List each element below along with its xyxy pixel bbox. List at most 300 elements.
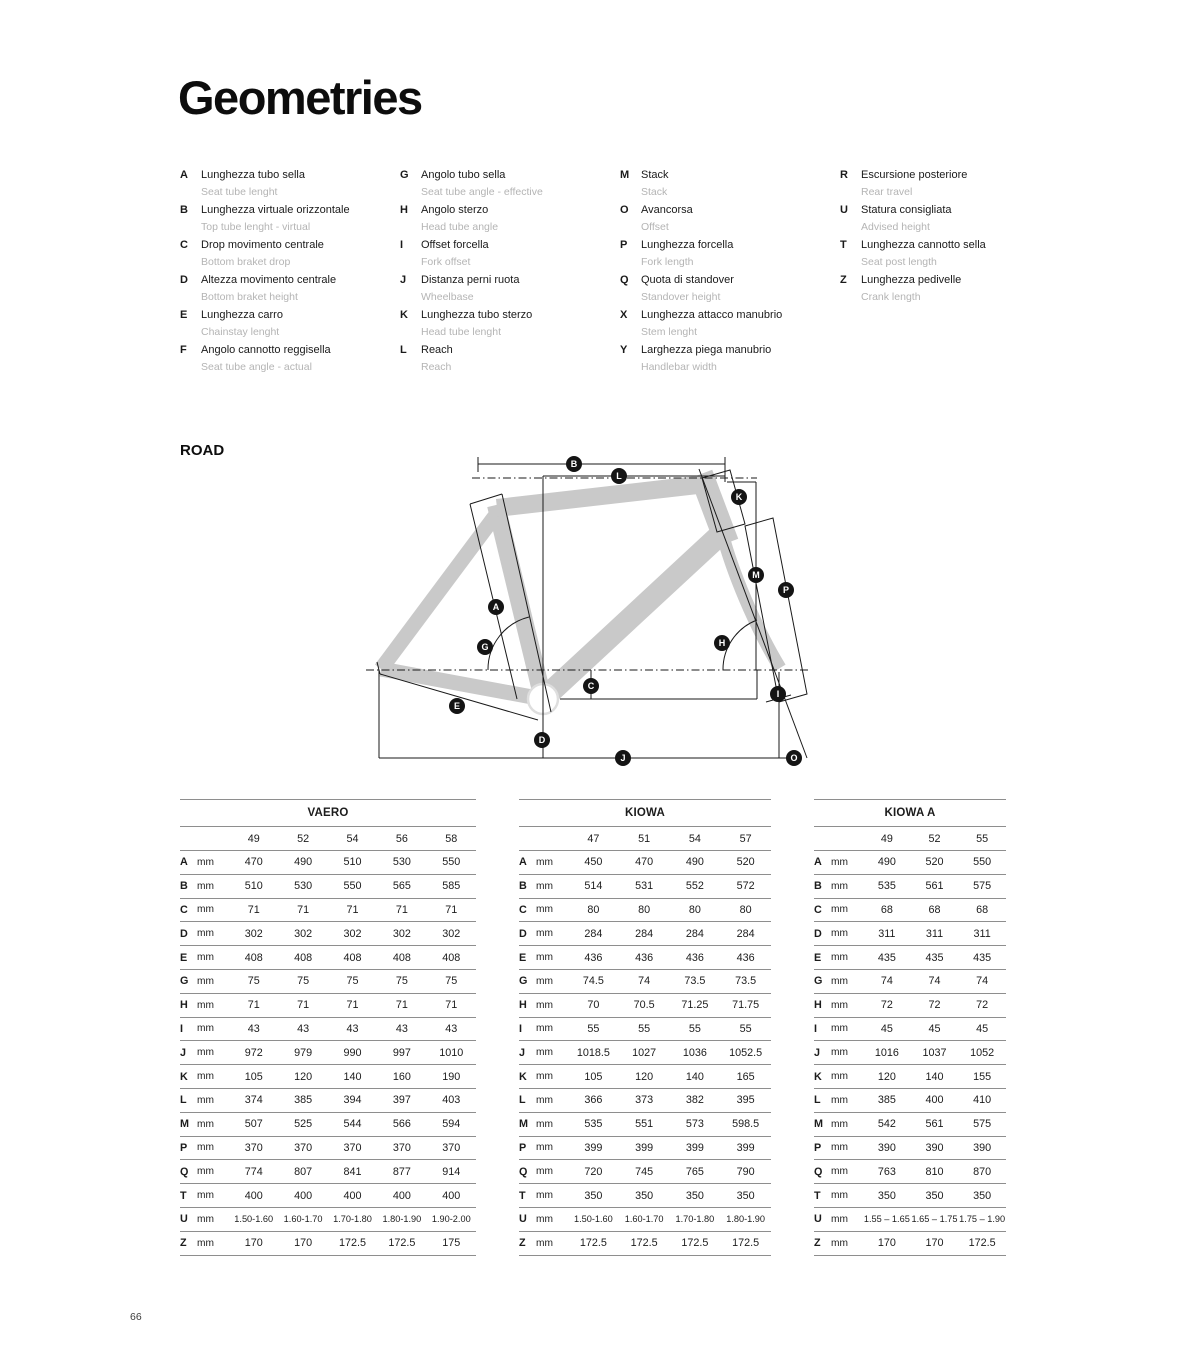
empty-cell (536, 827, 568, 851)
table-title-row (180, 800, 476, 827)
legend-main-line (180, 342, 400, 359)
legend-item-Q (620, 272, 840, 306)
size-header: 49 (229, 827, 278, 851)
value-cell: 80 (619, 898, 670, 922)
param-unit: mm (536, 1136, 568, 1160)
value-cell: 403 (427, 1088, 476, 1112)
value-cell: 170 (911, 1231, 959, 1255)
table-row-K (814, 1065, 1006, 1089)
diagram-label-text-G: G (481, 642, 489, 653)
table-row-U (519, 1207, 771, 1231)
value-cell: 1.60-1.70 (619, 1207, 670, 1231)
value-cell: 408 (229, 946, 278, 970)
param-unit: mm (831, 1112, 863, 1136)
table-row-B (814, 874, 1006, 898)
value-cell: 507 (229, 1112, 278, 1136)
value-cell: 105 (568, 1065, 619, 1089)
value-cell: 914 (427, 1160, 476, 1184)
table-sizes-row (814, 827, 1006, 851)
value-cell: 399 (720, 1136, 771, 1160)
value-cell: 170 (229, 1231, 278, 1255)
table-row-H (519, 993, 771, 1017)
table-row-E (814, 946, 1006, 970)
value-cell: 877 (377, 1160, 426, 1184)
param-letter: P (519, 1136, 536, 1160)
table-row-Z (814, 1231, 1006, 1255)
value-cell: 399 (619, 1136, 670, 1160)
value-cell: 302 (328, 922, 377, 946)
param-unit: mm (197, 1207, 229, 1231)
empty-cell (831, 827, 863, 851)
legend-label-english: Seat tube angle - actual (201, 361, 312, 373)
value-cell: 284 (619, 922, 670, 946)
value-cell: 55 (670, 1017, 721, 1041)
value-cell: 284 (720, 922, 771, 946)
param-unit: mm (536, 898, 568, 922)
table-row-A (180, 851, 476, 875)
value-cell: 435 (863, 946, 911, 970)
table-row-I (180, 1017, 476, 1041)
value-cell: 1.70-1.80 (328, 1207, 377, 1231)
value-cell: 1052 (958, 1041, 1006, 1065)
legend-letter: C (180, 239, 188, 251)
value-cell: 43 (278, 1017, 327, 1041)
legend-letter: L (400, 344, 407, 356)
legend-item-U (840, 202, 1060, 236)
empty-cell (197, 827, 229, 851)
value-cell: 1037 (911, 1041, 959, 1065)
param-unit: mm (197, 1017, 229, 1041)
legend-item-T (840, 237, 1060, 271)
param-unit: mm (197, 969, 229, 993)
value-cell: 542 (863, 1112, 911, 1136)
table-row-J (180, 1041, 476, 1065)
value-cell: 373 (619, 1088, 670, 1112)
value-cell: 72 (911, 993, 959, 1017)
table-row-G (519, 969, 771, 993)
value-cell: 71 (427, 993, 476, 1017)
param-unit: mm (197, 874, 229, 898)
value-cell: 43 (377, 1017, 426, 1041)
legend-main-line (180, 202, 400, 219)
param-unit: mm (831, 1184, 863, 1208)
legend-label-english: Seat tube lenght (201, 186, 278, 198)
param-unit: mm (536, 946, 568, 970)
value-cell: 370 (427, 1136, 476, 1160)
param-unit: mm (536, 874, 568, 898)
table-row-E (180, 946, 476, 970)
legend-main-line (840, 202, 1060, 219)
value-cell: 284 (670, 922, 721, 946)
value-cell: 400 (377, 1184, 426, 1208)
table-row-A (814, 851, 1006, 875)
table-row-P (814, 1136, 1006, 1160)
value-cell: 520 (720, 851, 771, 875)
legend-label-italian: Distanza perni ruota (421, 274, 520, 286)
param-letter: G (814, 969, 831, 993)
diagram-label-text-L: L (616, 471, 622, 482)
legend-label-italian: Larghezza piega manubrio (641, 344, 772, 356)
value-cell: 400 (278, 1184, 327, 1208)
geometry-table-kiowa (519, 799, 771, 1256)
value-cell: 594 (427, 1112, 476, 1136)
value-cell: 370 (278, 1136, 327, 1160)
legend-label-english: Wheelbase (421, 291, 474, 303)
size-header: 52 (911, 827, 959, 851)
value-cell: 71.75 (720, 993, 771, 1017)
table-row-H (814, 993, 1006, 1017)
legend-label-english: Advised height (861, 221, 930, 233)
legend-main-line (180, 167, 400, 184)
param-unit: mm (831, 1207, 863, 1231)
value-cell: 311 (958, 922, 1006, 946)
legend-main-line (400, 237, 620, 254)
value-cell: 1.70-1.80 (670, 1207, 721, 1231)
param-unit: mm (831, 1017, 863, 1041)
size-header: 56 (377, 827, 426, 851)
value-cell: 140 (911, 1065, 959, 1089)
legend-letter: Q (620, 274, 629, 286)
value-cell: 763 (863, 1160, 911, 1184)
legend-label-english: Seat tube angle - effective (421, 186, 543, 198)
frame-outline (381, 474, 780, 714)
legend-main-line (400, 272, 620, 289)
legend-main-line (400, 167, 620, 184)
legend-label-english: Standover height (641, 291, 721, 303)
table-sizes-row (519, 827, 771, 851)
table-title: KIOWA (519, 800, 771, 827)
legend-label-italian: Angolo cannotto reggisella (201, 344, 331, 356)
table-row-Z (519, 1231, 771, 1255)
value-cell: 470 (619, 851, 670, 875)
param-letter: D (519, 922, 536, 946)
param-unit: mm (536, 1017, 568, 1041)
value-cell: 552 (670, 874, 721, 898)
value-cell: 350 (670, 1184, 721, 1208)
legend-main-line (620, 342, 840, 359)
value-cell: 120 (619, 1065, 670, 1089)
param-unit: mm (831, 1088, 863, 1112)
value-cell: 75 (328, 969, 377, 993)
legend-label-english: Offset (641, 221, 669, 233)
legend-item-P (620, 237, 840, 271)
param-letter: Q (180, 1160, 197, 1184)
value-cell: 70.5 (619, 993, 670, 1017)
value-cell: 1.90-2.00 (427, 1207, 476, 1231)
param-unit: mm (831, 946, 863, 970)
param-letter: E (180, 946, 197, 970)
table-row-D (180, 922, 476, 946)
legend-label-italian: Angolo tubo sella (421, 169, 506, 181)
legend-item-I (400, 237, 620, 271)
param-letter: K (180, 1065, 197, 1089)
value-cell: 190 (427, 1065, 476, 1089)
legend-letter: E (180, 309, 188, 321)
table-row-J (519, 1041, 771, 1065)
param-unit: mm (536, 1207, 568, 1231)
value-cell: 165 (720, 1065, 771, 1089)
param-unit: mm (831, 969, 863, 993)
value-cell: 155 (958, 1065, 1006, 1089)
param-letter: L (519, 1088, 536, 1112)
legend-label-english: Fork length (641, 256, 694, 268)
value-cell: 311 (911, 922, 959, 946)
size-header: 51 (619, 827, 670, 851)
table-row-L (180, 1088, 476, 1112)
value-cell: 350 (911, 1184, 959, 1208)
value-cell: 870 (958, 1160, 1006, 1184)
value-cell: 302 (229, 922, 278, 946)
param-letter: U (814, 1207, 831, 1231)
size-header: 57 (720, 827, 771, 851)
value-cell: 68 (958, 898, 1006, 922)
legend-label-italian: Angolo sterzo (421, 204, 489, 216)
table-row-H (180, 993, 476, 1017)
value-cell: 573 (670, 1112, 721, 1136)
value-cell: 566 (377, 1112, 426, 1136)
value-cell: 284 (568, 922, 619, 946)
value-cell: 80 (670, 898, 721, 922)
diagram-label-text-C: C (587, 681, 595, 692)
value-cell: 765 (670, 1160, 721, 1184)
size-header: 47 (568, 827, 619, 851)
value-cell: 1.50-1.60 (568, 1207, 619, 1231)
legend-label-italian: Lunghezza tubo sella (201, 169, 305, 181)
frame-diagram-svg (365, 438, 815, 778)
param-unit: mm (831, 874, 863, 898)
legend-label-english: Fork offset (421, 256, 471, 268)
value-cell: 572 (720, 874, 771, 898)
value-cell: 720 (568, 1160, 619, 1184)
value-cell: 436 (619, 946, 670, 970)
param-letter: M (814, 1112, 831, 1136)
table-title-row (519, 800, 771, 827)
value-cell: 598.5 (720, 1112, 771, 1136)
legend-label-italian: Drop movimento centrale (201, 239, 324, 251)
legend-letter: Y (620, 344, 628, 356)
legend-label-english: Stack (641, 186, 668, 198)
value-cell: 385 (863, 1088, 911, 1112)
legend-letter: H (400, 204, 408, 216)
value-cell: 400 (427, 1184, 476, 1208)
value-cell: 302 (377, 922, 426, 946)
param-letter: K (814, 1065, 831, 1089)
value-cell: 450 (568, 851, 619, 875)
value-cell: 45 (958, 1017, 1006, 1041)
value-cell: 561 (911, 874, 959, 898)
value-cell: 172.5 (670, 1231, 721, 1255)
legend-label-english: Chainstay lenght (201, 326, 280, 338)
table-row-E (519, 946, 771, 970)
param-unit: mm (197, 851, 229, 875)
legend-main-line (840, 237, 1060, 254)
value-cell: 400 (229, 1184, 278, 1208)
table-row-J (814, 1041, 1006, 1065)
value-cell: 395 (720, 1088, 771, 1112)
param-letter: Z (519, 1231, 536, 1255)
value-cell: 585 (427, 874, 476, 898)
legend-label-italian: Stack (641, 169, 669, 181)
legend-label-italian: Offset forcella (421, 239, 489, 251)
value-cell: 1.55 – 1.65 (863, 1207, 911, 1231)
value-cell: 160 (377, 1065, 426, 1089)
param-letter: U (180, 1207, 197, 1231)
legend-letter: O (620, 204, 629, 216)
table-row-C (814, 898, 1006, 922)
legend-column-1 (180, 167, 400, 377)
legend-letter: Z (840, 274, 847, 286)
value-cell: 71 (377, 898, 426, 922)
legend-label-english: Rear travel (861, 186, 913, 198)
legend-item-F (180, 342, 400, 376)
legend-item-D (180, 272, 400, 306)
legend-main-line (620, 167, 840, 184)
legend-item-K (400, 307, 620, 341)
value-cell: 71 (278, 898, 327, 922)
legend (180, 167, 1060, 377)
value-cell: 175 (427, 1231, 476, 1255)
legend-column-4 (840, 167, 1060, 307)
legend-label-english: Reach (421, 361, 452, 373)
table-title: KIOWA A (814, 800, 1006, 827)
value-cell: 382 (670, 1088, 721, 1112)
diagram-label-text-D: D (538, 735, 546, 746)
param-unit: mm (831, 922, 863, 946)
value-cell: 74 (911, 969, 959, 993)
value-cell: 74.5 (568, 969, 619, 993)
value-cell: 350 (568, 1184, 619, 1208)
value-cell: 530 (377, 851, 426, 875)
table-row-D (814, 922, 1006, 946)
legend-letter: A (180, 169, 188, 181)
diagram-label-text-M: M (752, 570, 760, 581)
value-cell: 385 (278, 1088, 327, 1112)
table-title: VAERO (180, 800, 476, 827)
param-letter: T (814, 1184, 831, 1208)
value-cell: 1.80-1.90 (720, 1207, 771, 1231)
value-cell: 1.75 – 1.90 (958, 1207, 1006, 1231)
value-cell: 550 (427, 851, 476, 875)
legend-letter: T (840, 239, 847, 251)
table-host-vaero (180, 799, 476, 1256)
value-cell: 1.60-1.70 (278, 1207, 327, 1231)
value-cell: 72 (958, 993, 1006, 1017)
diagram-label-text-A: A (492, 602, 500, 613)
param-letter: K (519, 1065, 536, 1089)
legend-label-english: Handlebar width (641, 361, 717, 373)
legend-item-M (620, 167, 840, 201)
value-cell: 390 (958, 1136, 1006, 1160)
value-cell: 74 (619, 969, 670, 993)
value-cell: 71 (427, 898, 476, 922)
value-cell: 390 (911, 1136, 959, 1160)
param-letter: H (814, 993, 831, 1017)
param-letter: A (180, 851, 197, 875)
param-letter: A (519, 851, 536, 875)
param-letter: T (519, 1184, 536, 1208)
value-cell: 1016 (863, 1041, 911, 1065)
legend-letter: F (180, 344, 187, 356)
value-cell: 72 (863, 993, 911, 1017)
legend-main-line (840, 272, 1060, 289)
empty-cell (519, 827, 536, 851)
value-cell: 68 (911, 898, 959, 922)
value-cell: 807 (278, 1160, 327, 1184)
legend-letter: U (840, 204, 848, 216)
param-unit: mm (197, 1088, 229, 1112)
legend-main-line (620, 272, 840, 289)
empty-cell (814, 827, 831, 851)
value-cell: 390 (863, 1136, 911, 1160)
value-cell: 302 (427, 922, 476, 946)
value-cell: 1036 (670, 1041, 721, 1065)
param-unit: mm (197, 993, 229, 1017)
legend-label-italian: Escursione posteriore (861, 169, 968, 181)
value-cell: 810 (911, 1160, 959, 1184)
param-letter: P (814, 1136, 831, 1160)
legend-letter: G (400, 169, 409, 181)
value-cell: 510 (229, 874, 278, 898)
param-letter: Z (814, 1231, 831, 1255)
table-row-P (180, 1136, 476, 1160)
table-row-K (519, 1065, 771, 1089)
legend-label-italian: Lunghezza carro (201, 309, 283, 321)
value-cell: 370 (377, 1136, 426, 1160)
value-cell: 997 (377, 1041, 426, 1065)
param-letter: B (180, 874, 197, 898)
param-letter: C (180, 898, 197, 922)
param-unit: mm (831, 993, 863, 1017)
param-unit: mm (197, 898, 229, 922)
value-cell: 140 (328, 1065, 377, 1089)
legend-letter: B (180, 204, 188, 216)
value-cell: 70 (568, 993, 619, 1017)
legend-item-E (180, 307, 400, 341)
value-cell: 400 (328, 1184, 377, 1208)
param-letter: J (814, 1041, 831, 1065)
value-cell: 841 (328, 1160, 377, 1184)
param-letter: J (180, 1041, 197, 1065)
value-cell: 435 (911, 946, 959, 970)
value-cell: 408 (427, 946, 476, 970)
value-cell: 374 (229, 1088, 278, 1112)
value-cell: 68 (863, 898, 911, 922)
param-unit: mm (536, 993, 568, 1017)
value-cell: 1010 (427, 1041, 476, 1065)
legend-item-A (180, 167, 400, 201)
value-cell: 350 (720, 1184, 771, 1208)
param-letter: G (180, 969, 197, 993)
table-row-G (180, 969, 476, 993)
param-unit: mm (197, 1041, 229, 1065)
param-letter: E (519, 946, 536, 970)
value-cell: 350 (958, 1184, 1006, 1208)
page-number: 66 (130, 1311, 142, 1323)
value-cell: 990 (328, 1041, 377, 1065)
diagram-label-text-P: P (782, 585, 790, 596)
legend-label-italian: Lunghezza attacco manubrio (641, 309, 783, 321)
table-row-B (180, 874, 476, 898)
value-cell: 435 (958, 946, 1006, 970)
value-cell: 73.5 (720, 969, 771, 993)
legend-label-english: Head tube angle (421, 221, 499, 233)
legend-main-line (180, 237, 400, 254)
size-header: 58 (427, 827, 476, 851)
legend-item-X (620, 307, 840, 341)
param-unit: mm (831, 851, 863, 875)
value-cell: 172.5 (328, 1231, 377, 1255)
value-cell: 551 (619, 1112, 670, 1136)
